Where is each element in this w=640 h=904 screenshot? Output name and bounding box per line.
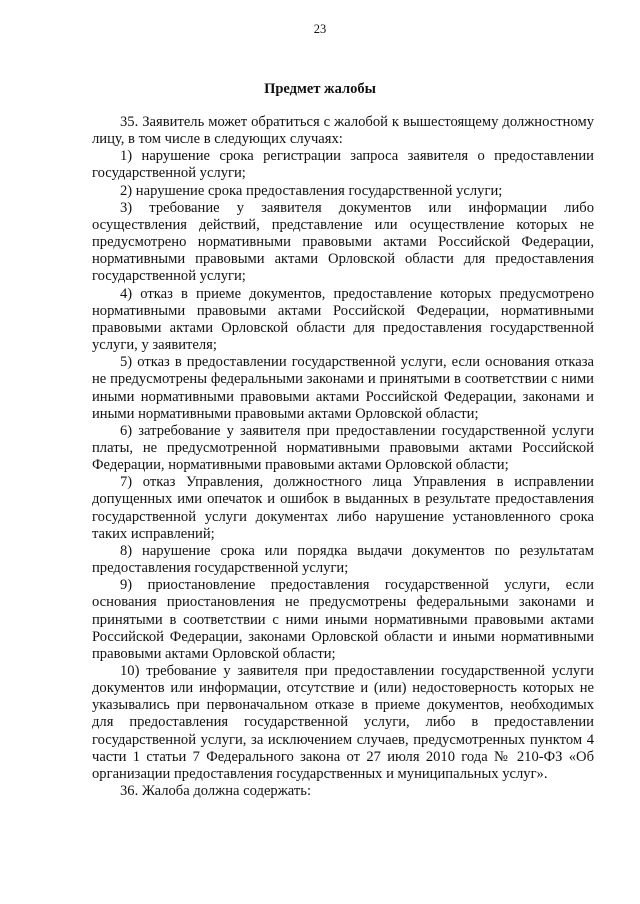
paragraph-35: 35. Заявитель может обратиться с жалобой к вышестоящему должностному лицу, в том числе в следующих случаях: bbox=[92, 114, 594, 148]
list-item-5: 5) отказ в предоставлении государственной услуги, если основания отказа не предусмотрены федеральными законами и принятыми в соответствии с ними иными нормативными правовыми актами Российской Федерации, законами и иными нормативными правовыми актами Орловской области; bbox=[92, 354, 594, 422]
list-item-8: 8) нарушение срока или порядка выдачи документов по результатам предоставления государственной услуги; bbox=[92, 542, 594, 577]
list-item-3: 3) требование у заявителя документов или информации либо осуществления действий, представление или осуществление которых не предусмотрено нормативными правовыми актами Российской Федерации, нормативными правовыми актами Орловской области для предоставления государственной услуги; bbox=[92, 199, 594, 285]
list-item-10: 10) требование у заявителя при предоставлении государственной услуги документов или информации, отсутствие и (или) недостоверность которых не указывались при первоначальном отказе в приеме документов, необходимых для предоставления государственной услуги, либо в предоставлении государственной услуги, за исключением случаев, предусмотренных пунктом 4 части 1 статьи 7 Федерального закона от 27 июля 2010 года № 210-ФЗ «Об организации предоставления государственных и муниципальных услуг». bbox=[92, 663, 594, 782]
page-number: 23 bbox=[313, 22, 327, 36]
list-item-9: 9) приостановление предоставления государственной услуги, если основания приостановления не предусмотрены федеральными законами и принятыми в соответствии с ними иными нормативными правовыми актами Российской Федерации, законами Орловской области и иными нормативными правовыми актами Орловской области; bbox=[92, 577, 594, 662]
list-item-1: 1) нарушение срока регистрации запроса заявителя о предоставлении государственной услуги; bbox=[92, 148, 594, 182]
paragraph-36: 36. Жалоба должна содержать: bbox=[120, 783, 311, 800]
section-heading: Предмет жалобы bbox=[264, 81, 376, 97]
list-item-6: 6) затребование у заявителя при предоставлении государственной услуги платы, не предусмотренной нормативными правовыми актами Российской Федерации, нормативными правовыми актами Орловской области; bbox=[92, 422, 594, 474]
list-item-7: 7) отказ Управления, должностного лица Управления в исправлении допущенных ими опечаток и ошибок в выданных в результате предоставления государственной услуги документах либо нарушение установленного срока таких исправлений; bbox=[92, 474, 594, 542]
list-item-4: 4) отказ в приеме документов, предоставление которых предусмотрено нормативными правовыми актами Российской Федерации, нормативными правовыми актами Орловской области для предоставления государственной услуги, у заявителя; bbox=[92, 285, 594, 354]
document-body bbox=[92, 114, 594, 800]
list-item-2: 2) нарушение срока предоставления государственной услуги; bbox=[120, 182, 503, 199]
